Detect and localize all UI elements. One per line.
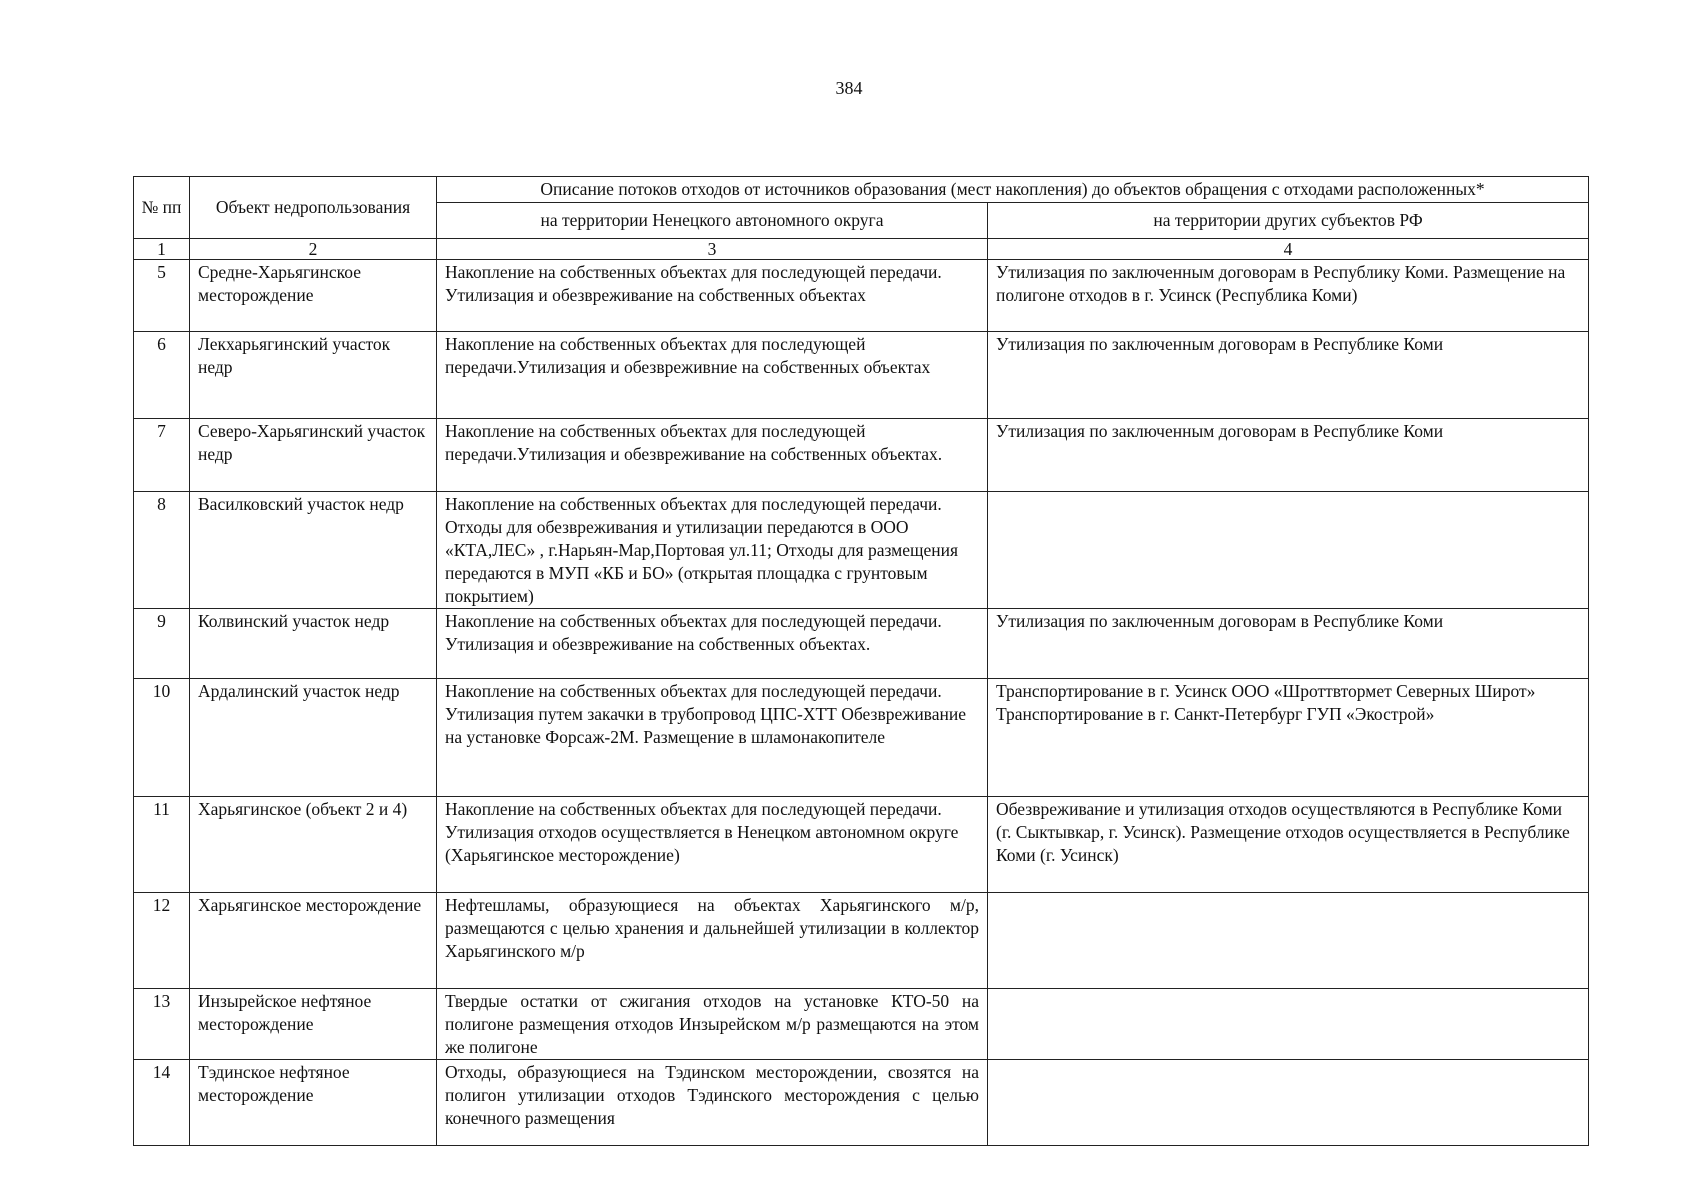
column-index: 2: [190, 239, 437, 260]
row-other-description: [988, 1060, 1589, 1146]
row-number: 6: [134, 332, 190, 419]
row-number: 10: [134, 679, 190, 797]
row-number: 11: [134, 797, 190, 893]
header-object: Объект недропользования: [190, 177, 437, 239]
header-other-regions: на территории других субъектов РФ: [988, 203, 1589, 239]
row-other-description: Утилизация по заключенным договорам в Республику Коми. Размещение на полигоне отходов в г. Усинск (Республика Коми): [988, 260, 1589, 332]
row-object: Лекхарьягинский участок недр: [190, 332, 437, 419]
row-number: 13: [134, 989, 190, 1060]
table-row: [134, 332, 1589, 419]
table-row: [134, 260, 1589, 332]
row-nao-description: Накопление на собственных объектах для последующей передачи. Утилизация и обезвреживание на собственных объектах.: [437, 609, 988, 679]
row-number: 9: [134, 609, 190, 679]
row-nao-description: Накопление на собственных объектах для последующей передачи. Утилизация путем закачки в трубопровод ЦПС-ХТТ Обезвреживание на установке Форсаж-2М. Размещение в шламонакопителе: [437, 679, 988, 797]
header-description: Описание потоков отходов от источников образования (мест накопления) до объектов обращения с отходами расположенных*: [437, 177, 1589, 203]
row-other-description: Утилизация по заключенным договорам в Республике Коми: [988, 332, 1589, 419]
row-object: Харьягинское месторождение: [190, 893, 437, 989]
column-index: 3: [437, 239, 988, 260]
table-row: [134, 1060, 1589, 1146]
row-nao-description: Накопление на собственных объектах для последующей передачи. Утилизация и обезвреживание на собственных объектах: [437, 260, 988, 332]
row-number: 7: [134, 419, 190, 492]
table-row: [134, 609, 1589, 679]
table-row: [134, 679, 1589, 797]
row-nao-description: Накопление на собственных объектах для последующей передачи.Утилизация и обезвреживание на собственных объектах.: [437, 419, 988, 492]
row-number: 14: [134, 1060, 190, 1146]
row-object: Харьягинское (объект 2 и 4): [190, 797, 437, 893]
row-other-description: Обезвреживание и утилизация отходов осуществляются в Республике Коми (г. Сыктывкар, г. Усинск). Размещение отходов осуществляется в Республике Коми (г. Усинск): [988, 797, 1589, 893]
header-nao-territory: на территории Ненецкого автономного округа: [437, 203, 988, 239]
row-object: Тэдинское нефтяное месторождение: [190, 1060, 437, 1146]
row-object: Северо-Харьягинский участок недр: [190, 419, 437, 492]
row-number: 5: [134, 260, 190, 332]
row-other-description: [988, 893, 1589, 989]
row-object: Ардалинский участок недр: [190, 679, 437, 797]
table-row: [134, 797, 1589, 893]
table-row: [134, 989, 1589, 1060]
row-nao-description: Твердые остатки от сжигания отходов на установке КТО-50 на полигоне размещения отходов Инзырейском м/р размещаются на этом же полигоне: [437, 989, 988, 1060]
row-nao-description: Накопление на собственных объектах для последующей передачи. Отходы для обезвреживания и утилизации передаются в ООО «КТА,ЛЕС» , г.Нарьян-Мар,Портовая ул.11; Отходы для размещения передаются в МУП «КБ и БО» (открытая площадка с грунтовым покрытием): [437, 492, 988, 609]
row-nao-description: Накопление на собственных объектах для последующей передачи.Утилизация и обезвреживние на собственных объектах: [437, 332, 988, 419]
column-index-row: [134, 239, 1589, 260]
row-other-description: [988, 989, 1589, 1060]
table-row: [134, 419, 1589, 492]
row-nao-description: Отходы, образующиеся на Тэдинском месторождении, свозятся на полигон утилизации отходов Тэдинского месторождения с целью конечного размещения: [437, 1060, 988, 1146]
table-row: [134, 893, 1589, 989]
row-other-description: Транспортирование в г. Усинск ООО «Шроттвтормет Северных Широт» Транспортирование в г. Санкт-Петербург ГУП «Экострой»: [988, 679, 1589, 797]
row-object: Василковский участок недр: [190, 492, 437, 609]
row-object: Средне-Харьягинское месторождение: [190, 260, 437, 332]
header-number: № пп: [134, 177, 190, 239]
row-nao-description: Нефтешламы, образующиеся на объектах Харьягинского м/р, размещаются с целью хранения и дальнейшей утилизации в коллектор Харьягинского м/р: [437, 893, 988, 989]
page-number: 384: [835, 78, 863, 98]
row-object: Колвинский участок недр: [190, 609, 437, 679]
column-index: 4: [988, 239, 1589, 260]
column-index: 1: [134, 239, 190, 260]
row-other-description: Утилизация по заключенным договорам в Республике Коми: [988, 419, 1589, 492]
row-other-description: [988, 492, 1589, 609]
row-number: 8: [134, 492, 190, 609]
waste-flow-table: [133, 176, 1589, 1146]
row-other-description: Утилизация по заключенным договорам в Республике Коми: [988, 609, 1589, 679]
row-number: 12: [134, 893, 190, 989]
table-row: [134, 492, 1589, 609]
row-object: Инзырейское нефтяное месторождение: [190, 989, 437, 1060]
row-nao-description: Накопление на собственных объектах для последующей передачи. Утилизация отходов осуществляется в Ненецком автономном округе (Харьягинское месторождение): [437, 797, 988, 893]
